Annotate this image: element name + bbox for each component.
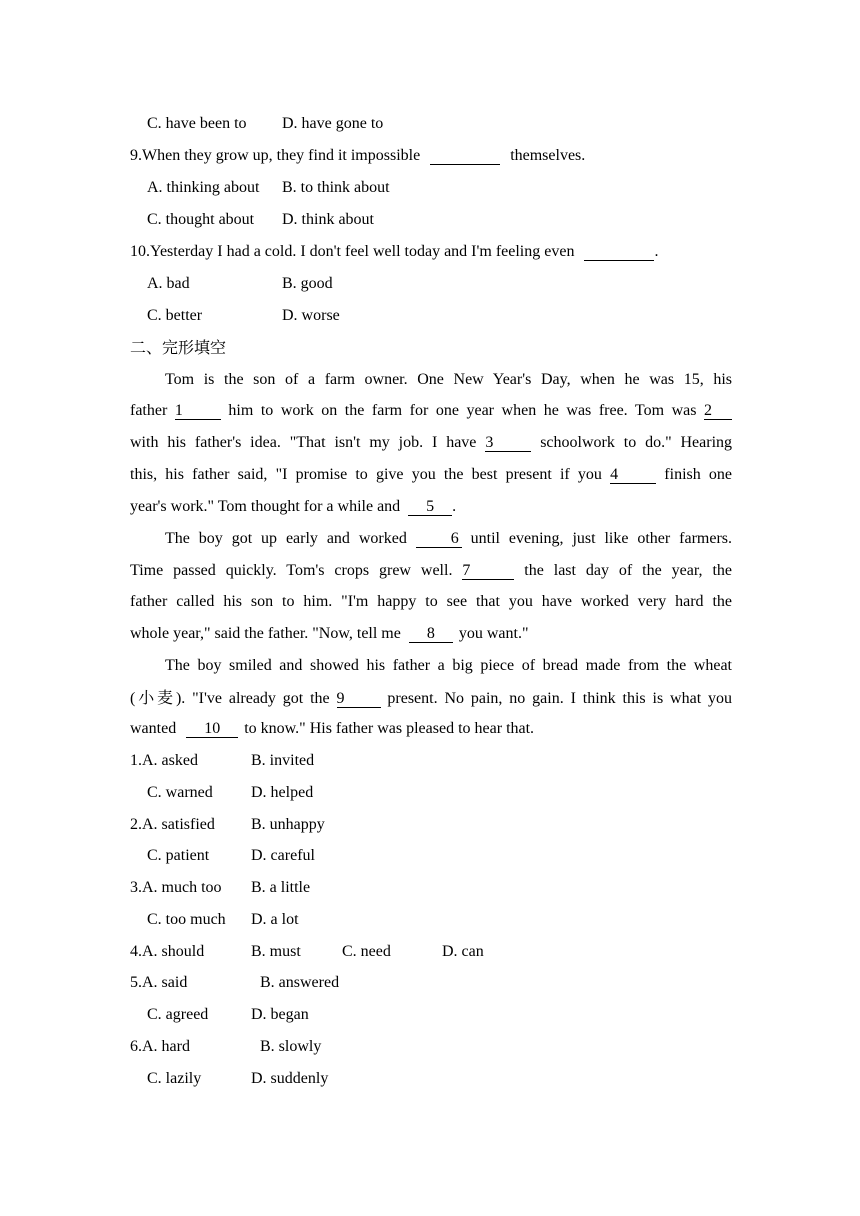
paren-open: ( <box>130 690 136 707</box>
passage-text: The boy got up early and worked <box>165 530 407 547</box>
q9-options-ab <box>147 178 390 198</box>
cloze-1-options-cd <box>147 783 313 803</box>
passage-p1-line4 <box>130 465 732 485</box>
q9-option-b: B. to think about <box>282 179 390 196</box>
blank-4: 4 <box>610 466 656 484</box>
cloze-6-options-ab <box>130 1037 321 1057</box>
cloze-6-option-b: B. slowly <box>260 1038 322 1055</box>
q10-option-c: C. better <box>147 307 203 324</box>
cloze-6-option-a: 6.A. hard <box>130 1038 190 1055</box>
section-2-heading: 二、完形填空 <box>130 338 227 357</box>
passage-p3-line2 <box>130 688 732 708</box>
passage-p3-line3 <box>130 719 534 739</box>
passage-text: Time passed quickly. Tom's crops grew well. <box>130 562 453 579</box>
chinese-gloss: 小麦 <box>135 688 176 707</box>
cloze-2-options-ab <box>130 815 325 835</box>
passage-p1-line5 <box>130 497 456 517</box>
blank-8: 8 <box>409 625 453 643</box>
q9-stem-end: themselves. <box>510 147 586 164</box>
cloze-3-option-a: 3.A. much too <box>130 879 222 896</box>
passage-text: finish one <box>664 466 733 483</box>
cloze-6-option-c: C. lazily <box>147 1070 202 1087</box>
cloze-5-options-cd <box>147 1005 309 1025</box>
passage-p2-line3: father called his son to him. "I'm happy to see that you have worked very hard the <box>130 593 732 610</box>
passage-text: this, his father said, "I promise to give you the best present if you <box>130 466 602 483</box>
q10-stem-text: 10.Yesterday I had a cold. I don't feel well today and I'm feeling even <box>130 243 575 260</box>
q9-options-cd <box>147 210 374 230</box>
passage-text: with his father's idea. "That isn't my job. I have <box>130 434 477 451</box>
passage-text: . <box>452 498 457 515</box>
blank-5: 5 <box>408 498 452 516</box>
cloze-3-option-b: B. a little <box>251 879 311 896</box>
cloze-1-option-b: B. invited <box>251 752 315 769</box>
cloze-2-option-b: B. unhappy <box>251 816 325 833</box>
q8-option-d: D. have gone to <box>282 115 384 132</box>
passage-p1-line3 <box>130 433 732 453</box>
cloze-2-option-a: 2.A. satisfied <box>130 816 215 833</box>
q10-option-b: B. good <box>282 275 333 292</box>
cloze-4-option-a: 4.A. should <box>130 943 205 960</box>
cloze-5-option-b: B. answered <box>260 974 340 991</box>
passage-text: present. No pain, no gain. I think this is what you <box>387 690 733 707</box>
q9-blank <box>430 147 500 165</box>
passage-text: whole year," said the father. "Now, tell me <box>130 625 401 642</box>
q10-option-a: A. bad <box>147 275 190 292</box>
blank-2: 2 <box>704 402 732 420</box>
passage-text: year's work." Tom thought for a while and <box>130 498 401 515</box>
cloze-5-options-ab <box>130 973 339 993</box>
cloze-1-option-c: C. warned <box>147 784 213 801</box>
passage-text: wanted <box>130 720 177 737</box>
cloze-6-option-d: D. suddenly <box>251 1070 329 1087</box>
cloze-5-option-a: 5.A. said <box>130 974 188 991</box>
cloze-4-option-c: C. need <box>342 943 391 960</box>
q9-option-a: A. thinking about <box>147 179 260 196</box>
q9-stem <box>130 146 585 166</box>
passage-p2-line2 <box>130 561 732 581</box>
passage-p3-line1: The boy smiled and showed his father a big piece of bread made from the wheat <box>165 657 732 674</box>
passage-text: the last day of the year, the <box>524 562 733 579</box>
passage-p1-line2 <box>130 401 732 421</box>
q10-stem <box>130 242 658 262</box>
passage-text <box>130 690 330 707</box>
blank-6: 6 <box>416 530 462 548</box>
cloze-2-option-d: D. careful <box>251 847 315 864</box>
blank-7: 7 <box>462 562 514 580</box>
passage-text: until evening, just like other farmers. <box>470 530 732 547</box>
blank-1: 1 <box>175 402 221 420</box>
passage-text: him to work on the farm for one year when he was free. Tom was <box>228 402 697 419</box>
cloze-4-options <box>130 942 484 962</box>
passage-p2-line4 <box>130 624 529 644</box>
passage-text: father <box>130 402 168 419</box>
q9-option-d: D. think about <box>282 211 374 228</box>
passage-text: to know." His father was pleased to hear that. <box>244 720 535 737</box>
q10-stem-end: . <box>654 243 659 260</box>
q10-options-ab <box>147 274 333 294</box>
q8-option-c: C. have been to <box>147 115 247 132</box>
passage-text: you want." <box>458 625 529 642</box>
cloze-5-option-d: D. began <box>251 1006 309 1023</box>
q10-options-cd <box>147 306 340 326</box>
cloze-1-option-d: D. helped <box>251 784 314 801</box>
q9-stem-text: 9.When they grow up, they find it impossible <box>130 147 421 164</box>
q10-option-d: D. worse <box>282 307 340 324</box>
cloze-1-options-ab <box>130 751 314 771</box>
passage-p1-line1: Tom is the son of a farm owner. One New Year's Day, when he was 15, his <box>165 371 732 388</box>
cloze-3-option-d: D. a lot <box>251 911 299 928</box>
cloze-4-option-d: D. can <box>442 943 484 960</box>
cloze-4-option-b: B. must <box>251 943 301 960</box>
cloze-3-options-cd <box>147 910 299 930</box>
cloze-5-option-c: C. agreed <box>147 1006 209 1023</box>
q8-options-cd <box>147 114 383 134</box>
cloze-3-options-ab <box>130 878 310 898</box>
q10-blank <box>584 243 654 261</box>
passage-p2-line1 <box>130 529 732 549</box>
cloze-3-option-c: C. too much <box>147 911 226 928</box>
cloze-6-options-cd <box>147 1069 328 1089</box>
blank-10: 10 <box>186 720 238 738</box>
blank-3: 3 <box>485 434 531 452</box>
cloze-2-option-c: C. patient <box>147 847 210 864</box>
paren-close-text: ). "I've already got the <box>175 690 330 707</box>
passage-text: schoolwork to do." Hearing <box>540 434 733 451</box>
q9-option-c: C. thought about <box>147 211 255 228</box>
blank-9: 9 <box>337 690 381 708</box>
cloze-1-option-a: 1.A. asked <box>130 752 198 769</box>
cloze-2-options-cd <box>147 846 315 866</box>
